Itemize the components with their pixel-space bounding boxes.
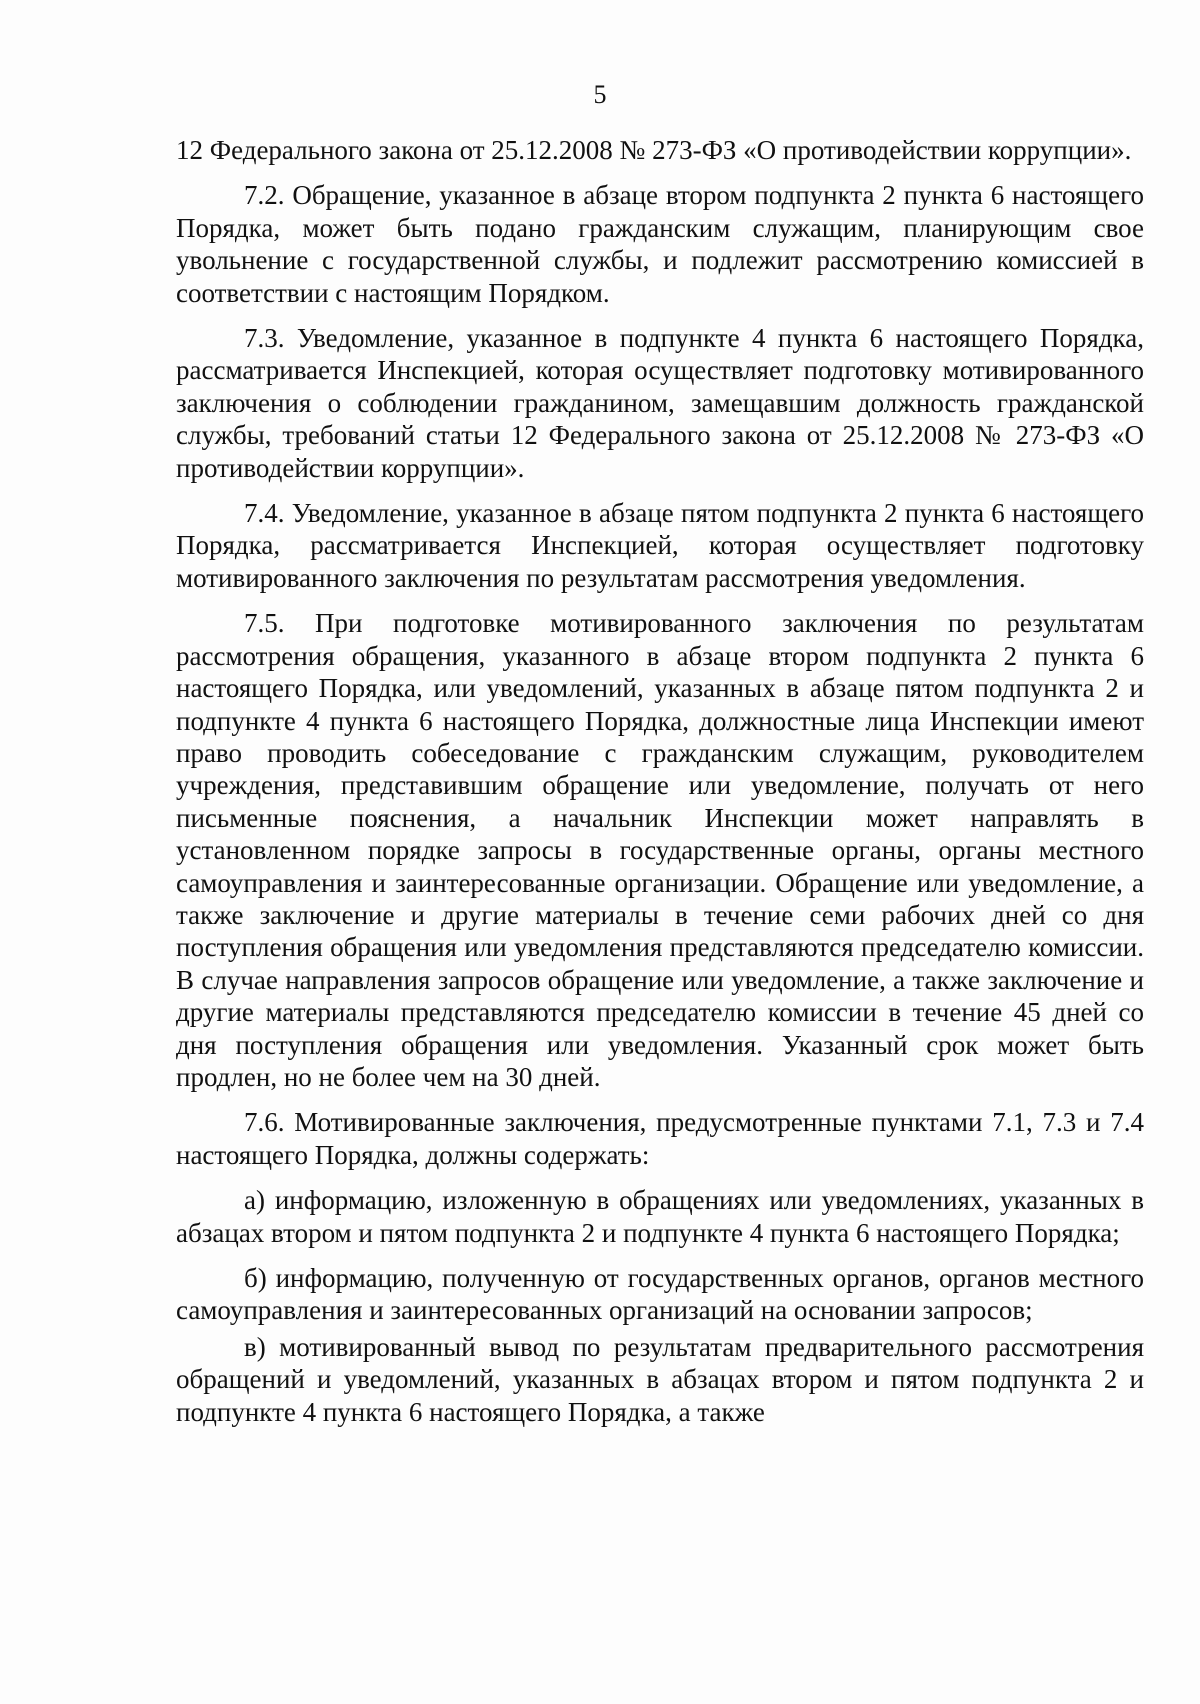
paragraph-7-3: 7.3. Уведомление, указанное в подпункте 4 пункта 6 настоящего Порядка, рассматривается Инспекцией, которая осуществляет подготовку мотивированного заключения о соблюдении гражданином, замещавшим должность гражданской службы, требований статьи 12 Федерального закона от 25.12.2008 № 273-ФЗ «О противодействии коррупции». — [176, 323, 1144, 483]
list-item-v: в) мотивированный вывод по результатам предварительного рассмотрения обращений и уведомлений, указанных в абзацах втором и пятом подпункта 2 и подпункте 4 пункта 6 настоящего Порядка, а также — [176, 1331, 1144, 1427]
paragraph-7-6: 7.6. Мотивированные заключения, предусмотренные пунктами 7.1, 7.3 и 7.4 настоящего Порядка, должны содержать: — [176, 1107, 1144, 1170]
paragraph-7-5: 7.5. При подготовке мотивированного заключения по результатам рассмотрения обращения, указанного в абзаце втором подпункта 2 пункта 6 настоящего Порядка, или уведомлений, указанных в абзаце пятом подпункта 2 и подпункте 4 пункта 6 настоящего Порядка, должностные лица Инспекции имеют право проводить собеседование с гражданским служащим, руководителем учреждения, представившим обращение или уведомление, получать от него письменные пояснения, а начальник Инспекции может направлять в установленном порядке запросы в государственные органы, органы местного самоуправления и заинтересованные организации. Обращение или уведомление, а также заключение и другие материалы в течение семи рабочих дней со дня поступления обращения или уведомления представляются председателю комиссии. В случае направления запросов обращение или уведомление, а также заключение и другие материалы представляются председателю комиссии в течение 45 дней со дня поступления обращения или уведомления. Указанный срок может быть продлен, но не более чем на 30 дней. — [176, 608, 1144, 1092]
paragraph-continuation: 12 Федерального закона от 25.12.2008 № 273-ФЗ «О противодействии коррупции». — [176, 135, 1132, 165]
document-body — [176, 134, 1144, 1441]
paragraph-7-4: 7.4. Уведомление, указанное в абзаце пятом подпункта 2 пункта 6 настоящего Порядка, рассматривается Инспекцией, которая осуществляет подготовку мотивированного заключения по результатам рассмотрения уведомления. — [176, 498, 1144, 593]
list-item-b: б) информацию, полученную от государственных органов, органов местного самоуправления и заинтересованных организаций на основании запросов; — [176, 1263, 1144, 1326]
paragraph-7-2: 7.2. Обращение, указанное в абзаце втором подпункта 2 пункта 6 настоящего Порядка, может быть подано гражданским служащим, планирующим свое увольнение с государственной службы, и подлежит рассмотрению комиссией в соответствии с настоящим Порядком. — [176, 180, 1144, 308]
page-number: 5 — [593, 80, 607, 109]
list-item-a: а) информацию, изложенную в обращениях или уведомлениях, указанных в абзацах втором и пятом подпункта 2 и подпункте 4 пункта 6 настоящего Порядка; — [176, 1185, 1144, 1248]
